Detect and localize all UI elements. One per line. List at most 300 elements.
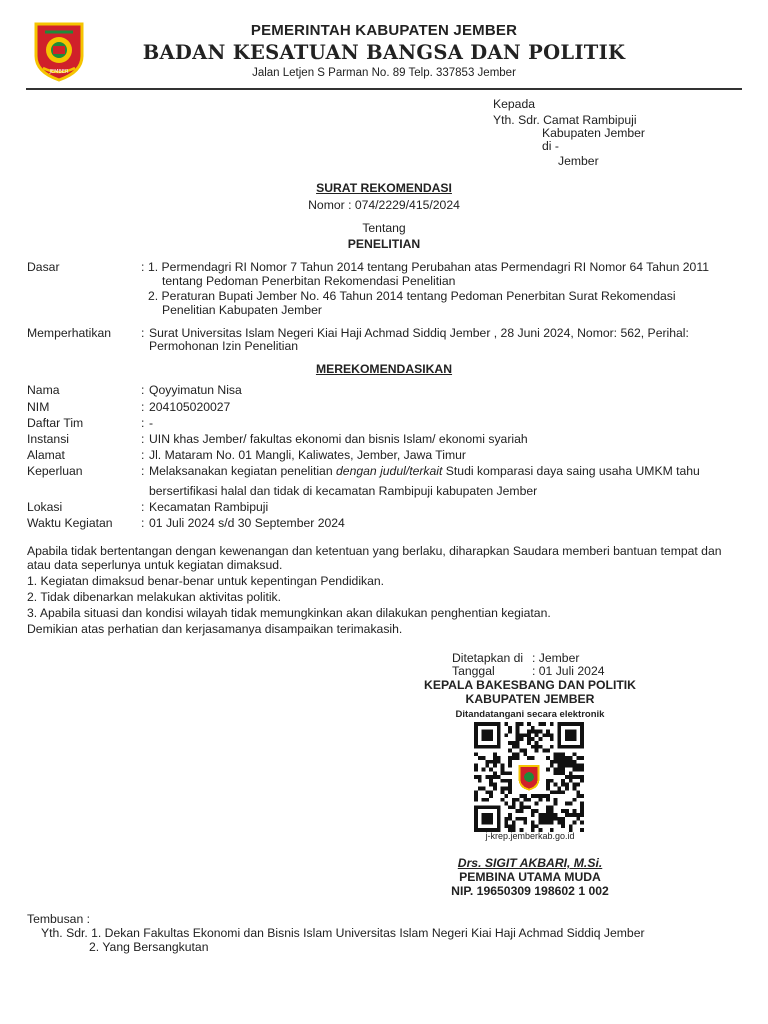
- qr-module: [557, 756, 561, 760]
- closing-p1-line2: atau data seperlunya untuk kegiatan dimaksud.: [27, 558, 283, 572]
- qr-module: [531, 794, 535, 798]
- instansi-colon: :: [141, 432, 145, 446]
- qr-module: [576, 813, 580, 817]
- qr-module: [489, 768, 493, 772]
- keperluan-colon: :: [141, 464, 145, 478]
- alamat-value: Jl. Mataram No. 01 Mangli, Kaliwates, Jember, Jawa Timur: [149, 448, 466, 462]
- qr-module: [520, 809, 524, 813]
- qr-module: [523, 798, 527, 802]
- qr-module: [497, 775, 501, 779]
- qr-module: [569, 779, 573, 783]
- qr-module: [565, 783, 569, 787]
- qr-module: [550, 779, 554, 783]
- qr-module: [569, 775, 573, 779]
- qr-module: [485, 798, 489, 802]
- agency-name: BADAN KESATUAN BANGSA DAN POLITIK: [142, 41, 626, 64]
- signer-rank: PEMBINA UTAMA MUDA: [459, 870, 601, 884]
- qr-module: [482, 786, 486, 790]
- qr-module: [565, 809, 569, 813]
- qr-module: [576, 775, 580, 779]
- qr-module: [531, 726, 535, 730]
- qr-module: [550, 745, 554, 749]
- lokasi-value: Kecamatan Rambipuji: [149, 500, 269, 514]
- qr-module: [504, 786, 508, 790]
- qr-module: [474, 775, 478, 779]
- qr-module: [576, 790, 580, 794]
- qr-module: [546, 749, 550, 753]
- qr-module: [512, 821, 516, 825]
- qr-module: [546, 768, 550, 772]
- qr-module: [520, 749, 524, 753]
- qr-module: [512, 824, 516, 828]
- qr-module: [557, 821, 561, 825]
- keperluan-label: Keperluan: [27, 464, 83, 478]
- qr-module: [573, 813, 577, 817]
- qr-module: [523, 749, 527, 753]
- qr-module: [561, 768, 565, 772]
- nama-label: Nama: [27, 383, 60, 397]
- qr-module: [542, 821, 546, 825]
- qr-module: [538, 722, 542, 726]
- closing-n2: 2. Tidak dibenarkan melakukan aktivitas politik.: [27, 590, 282, 604]
- qr-module: [546, 813, 550, 817]
- qr-module: [580, 775, 584, 779]
- qr-module: [554, 760, 558, 764]
- qr-module: [485, 764, 489, 768]
- qr-module: [527, 733, 531, 737]
- nim-colon: :: [141, 400, 145, 414]
- qr-module: [554, 752, 558, 756]
- esign-note: Ditandatangani secara elektronik: [455, 709, 605, 720]
- qr-module: [508, 779, 512, 783]
- qr-module: [489, 790, 493, 794]
- qr-module: [557, 771, 561, 775]
- qr-module: [508, 726, 512, 730]
- qr-module: [512, 805, 516, 809]
- qr-module: [485, 775, 489, 779]
- qr-module: [576, 794, 580, 798]
- letter-number: Nomor : 074/2229/415/2024: [308, 198, 460, 212]
- qr-module: [523, 752, 527, 756]
- nama-value: Qoyyimatun Nisa: [149, 383, 242, 397]
- nim-label: NIM: [27, 400, 50, 414]
- qr-module: [516, 741, 520, 745]
- tim-colon: :: [141, 416, 145, 430]
- qr-module: [573, 768, 577, 772]
- dasar-colon: :: [141, 260, 145, 274]
- recommend-heading: MEREKOMENDASIKAN: [315, 362, 453, 376]
- qr-module: [542, 817, 546, 821]
- qr-module: [520, 802, 524, 806]
- qr-module: [565, 775, 569, 779]
- qr-module: [504, 802, 508, 806]
- tembusan-label: Tembusan :: [27, 912, 91, 926]
- qr-module: [538, 798, 542, 802]
- qr-module: [580, 768, 584, 772]
- keperluan-line2: bersertifikasi halal dan tidak di kecamatan Rambipuji kabupaten Jember: [149, 484, 538, 498]
- recipient-line2: Kabupaten Jember: [542, 126, 645, 140]
- qr-module: [573, 798, 577, 802]
- qr-module: [550, 737, 554, 741]
- qr-module: [535, 745, 539, 749]
- memperhatikan-line2: Permohonan Izin Penelitian: [149, 339, 299, 353]
- qr-module: [554, 783, 558, 787]
- qr-module: [508, 756, 512, 760]
- signer-title1: KEPALA BAKESBANG DAN POLITIK: [424, 678, 636, 692]
- qr-module: [573, 760, 577, 764]
- qr-module: [489, 794, 493, 798]
- qr-module: [576, 756, 580, 760]
- qr-module: [573, 821, 577, 825]
- qr-module: [501, 771, 505, 775]
- memperhatikan-colon: :: [141, 326, 145, 340]
- qr-module: [520, 817, 524, 821]
- qr-module: [531, 813, 535, 817]
- qr-module: [516, 733, 520, 737]
- qr-module: [474, 752, 478, 756]
- qr-module: [580, 809, 584, 813]
- qr-module: [478, 779, 482, 783]
- lokasi-colon: :: [141, 500, 145, 514]
- signer-name: Drs. SIGIT AKBARI, M.Si.: [457, 856, 603, 870]
- qr-module: [504, 794, 508, 798]
- qr-module: [504, 821, 508, 825]
- qr-module: [561, 771, 565, 775]
- qr-module: [512, 802, 516, 806]
- qr-module: [508, 760, 512, 764]
- qr-module: [538, 821, 542, 825]
- qr-module: [523, 821, 527, 825]
- qr-module: [573, 764, 577, 768]
- qr-module: [516, 737, 520, 741]
- qr-module: [557, 760, 561, 764]
- qr-module: [557, 790, 561, 794]
- qr-module: [538, 794, 542, 798]
- qr-module: [576, 768, 580, 772]
- instansi-label: Instansi: [27, 432, 70, 446]
- qr-module: [501, 779, 505, 783]
- qr-module: [580, 813, 584, 817]
- dasar-item1-line2: tentang Pedoman Penerbitan Rekomendasi Penelitian: [162, 274, 456, 288]
- qr-module: [550, 817, 554, 821]
- qr-module: [538, 737, 542, 741]
- qr-module: [478, 775, 482, 779]
- qr-module: [573, 752, 577, 756]
- qr-module: [542, 749, 546, 753]
- dasar-item2-line1: 2. Peraturan Bupati Jember No. 46 Tahun 2014 tentang Pedoman Penerbitan Surat Rekomendasi: [148, 289, 676, 303]
- qr-module: [561, 817, 565, 821]
- qr-module: [501, 798, 505, 802]
- qr-module: [523, 794, 527, 798]
- qr-module: [508, 764, 512, 768]
- letter-title: SURAT REKOMENDASI: [316, 181, 452, 195]
- qr-module: [580, 764, 584, 768]
- qr-module: [474, 790, 478, 794]
- qr-module: [501, 790, 505, 794]
- qr-module: [550, 722, 554, 726]
- qr-module: [504, 779, 508, 783]
- qr-module: [520, 805, 524, 809]
- qr-module: [527, 730, 531, 734]
- nim-value: 204105020027: [149, 400, 231, 414]
- keperluan-italic: dengan judul/terkait: [336, 464, 443, 478]
- qr-module: [501, 768, 505, 772]
- qr-module: [523, 805, 527, 809]
- instansi-value: UIN khas Jember/ fakultas ekonomi dan bisnis Islam/ ekonomi syariah: [149, 432, 528, 446]
- qr-module: [474, 768, 478, 772]
- qr-module: [546, 779, 550, 783]
- qr-module: [501, 764, 505, 768]
- qr-module: [561, 824, 565, 828]
- qr-module: [542, 813, 546, 817]
- qr-module: [546, 733, 550, 737]
- qr-module: [512, 752, 516, 756]
- tim-label: Daftar Tim: [27, 416, 84, 430]
- keperluan-post: Studi komparasi daya saing usaha UMKM tahu: [442, 464, 700, 478]
- closing-thanks: Demikian atas perhatian dan kerjasamanya disampaikan terimakasih.: [27, 622, 403, 636]
- closing-p1-line1: Apabila tidak bertentangan dengan kewenangan dan ketentuan yang berlaku, diharapkan Saudara memberi bantuan tempat dan: [27, 544, 722, 558]
- closing-n1: 1. Kegiatan dimaksud benar-benar untuk kepentingan Pendidikan.: [27, 574, 385, 588]
- qr-module: [569, 760, 573, 764]
- qr-module: [516, 817, 520, 821]
- lokasi-label: Lokasi: [27, 500, 63, 514]
- qr-module: [508, 817, 512, 821]
- recipient-kepada: Kepada: [493, 97, 536, 111]
- qr-module: [497, 760, 501, 764]
- qr-module: [520, 737, 524, 741]
- qr-module: [565, 760, 569, 764]
- qr-module: [527, 798, 531, 802]
- qr-module: [485, 790, 489, 794]
- keperluan-pre: Melaksanakan kegiatan penelitian: [149, 464, 337, 478]
- qr-module: [493, 760, 497, 764]
- qr-module: [580, 779, 584, 783]
- qr-module: [531, 745, 535, 749]
- qr-module: [508, 805, 512, 809]
- qr-module: [508, 790, 512, 794]
- qr-module: [557, 764, 561, 768]
- memperhatikan-label: Memperhatikan: [27, 326, 111, 340]
- qr-module: [516, 752, 520, 756]
- qr-module: [485, 760, 489, 764]
- waktu-colon: :: [141, 516, 145, 530]
- tanggal-value: : 01 Juli 2024: [532, 664, 605, 678]
- qr-module: [535, 809, 539, 813]
- qr-module: [531, 756, 535, 760]
- qr-module: [554, 798, 558, 802]
- qr-module: [531, 824, 535, 828]
- qr-module: [508, 730, 512, 734]
- qr-module: [493, 764, 497, 768]
- qr-module: [580, 756, 584, 760]
- qr-module: [508, 749, 512, 753]
- alamat-label: Alamat: [27, 448, 65, 462]
- qr-module: [531, 737, 535, 741]
- qr-module: [535, 733, 539, 737]
- qr-module: [527, 737, 531, 741]
- tanggal-label: Tanggal: [452, 664, 495, 678]
- qr-module: [557, 768, 561, 772]
- qr-module: [569, 824, 573, 828]
- qr-module: [516, 809, 520, 813]
- qr-module: [535, 730, 539, 734]
- qr-module: [504, 817, 508, 821]
- svg-text:JEMBER: JEMBER: [49, 69, 69, 75]
- qr-module: [512, 798, 516, 802]
- qr-module: [576, 817, 580, 821]
- nama-colon: :: [141, 383, 145, 397]
- qr-module: [546, 805, 550, 809]
- qr-module: [531, 821, 535, 825]
- qr-module: [497, 756, 501, 760]
- qr-module: [546, 730, 550, 734]
- qr-module: [576, 783, 580, 787]
- qr-module: [546, 756, 550, 760]
- qr-module: [482, 768, 486, 772]
- qr-module: [512, 741, 516, 745]
- qr-module: [554, 802, 558, 806]
- qr-module: [554, 768, 558, 772]
- qr-module: [569, 813, 573, 817]
- qr-module: [508, 741, 512, 745]
- qr-module: [482, 756, 486, 760]
- qr-module: [538, 817, 542, 821]
- qr-module: [561, 756, 565, 760]
- qr-module: [535, 749, 539, 753]
- waktu-label: Waktu Kegiatan: [27, 516, 113, 530]
- qr-module: [542, 722, 546, 726]
- qr-module: [573, 775, 577, 779]
- qr-module: [550, 733, 554, 737]
- qr-module: [504, 824, 508, 828]
- ditetapkan-value: : Jember: [532, 651, 580, 665]
- qr-url: j-krep.jemberkab.go.id: [485, 831, 575, 841]
- qr-module: [538, 745, 542, 749]
- qr-module: [550, 760, 554, 764]
- qr-module: [489, 760, 493, 764]
- qr-module: [493, 786, 497, 790]
- qr-module: [482, 798, 486, 802]
- qr-module: [489, 775, 493, 779]
- qr-module: [504, 722, 508, 726]
- qr-module: [550, 764, 554, 768]
- qr-module: [550, 821, 554, 825]
- qr-module: [550, 809, 554, 813]
- tim-value: -: [149, 416, 154, 430]
- qr-module: [493, 783, 497, 787]
- qr-module: [508, 824, 512, 828]
- signer-nip: NIP. 19650309 198602 1 002: [451, 884, 609, 898]
- qr-module: [565, 813, 569, 817]
- qr-module: [478, 756, 482, 760]
- qr-module: [538, 813, 542, 817]
- recipient-line1: Yth. Sdr. Camat Rambipuji: [493, 113, 637, 127]
- qr-module: [531, 809, 535, 813]
- qr-module: [542, 733, 546, 737]
- qr-module: [508, 786, 512, 790]
- tembusan-line2: 2. Yang Bersangkutan: [89, 940, 209, 954]
- qr-module: [569, 771, 573, 775]
- ditetapkan-label: Ditetapkan di: [452, 651, 524, 665]
- qr-module: [520, 733, 524, 737]
- qr-module: [561, 821, 565, 825]
- qr-module: [520, 794, 524, 798]
- qr-module: [565, 764, 569, 768]
- qr-module: [554, 790, 558, 794]
- qr-module: [535, 741, 539, 745]
- qr-module: [573, 783, 577, 787]
- qr-module: [489, 783, 493, 787]
- recipient-line3: di -: [542, 139, 559, 153]
- letter-tentang: Tentang: [362, 221, 406, 235]
- qr-module: [474, 798, 478, 802]
- qr-module: [550, 805, 554, 809]
- qr-module: [569, 802, 573, 806]
- qr-module: [535, 824, 539, 828]
- qr-module: [531, 730, 535, 734]
- qr-module: [535, 802, 539, 806]
- qr-module: [546, 809, 550, 813]
- qr-module: [561, 809, 565, 813]
- qr-module: [474, 794, 478, 798]
- dasar-label: Dasar: [27, 260, 60, 274]
- qr-module: [546, 817, 550, 821]
- qr-module: [561, 783, 565, 787]
- tembusan-line1: Yth. Sdr. 1. Dekan Fakultas Ekonomi dan Bisnis Islam Universitas Islam Negeri Kiai Haji Achmad Siddiq Jember: [41, 926, 645, 940]
- waktu-value: 01 Juli 2024 s/d 30 September 2024: [149, 516, 345, 530]
- qr-module: [580, 821, 584, 825]
- qr-module: [554, 813, 558, 817]
- agency-address: Jalan Letjen S Parman No. 89 Telp. 337853 Jember: [252, 67, 516, 79]
- qr-module: [565, 756, 569, 760]
- qr-module: [516, 730, 520, 734]
- qr-module: [508, 813, 512, 817]
- qr-module: [561, 790, 565, 794]
- qr-module: [554, 771, 558, 775]
- qr-module: [508, 771, 512, 775]
- signer-title2: KABUPATEN JEMBER: [465, 692, 595, 706]
- header-divider: [26, 88, 742, 90]
- qr-module: [535, 794, 539, 798]
- qr-module: [516, 745, 520, 749]
- qr-module: [580, 802, 584, 806]
- qr-module: [546, 798, 550, 802]
- qr-module: [493, 775, 497, 779]
- qr-module: [493, 756, 497, 760]
- qr-module: [557, 786, 561, 790]
- closing-n3: 3. Apabila situasi dan kondisi wilayah tidak memungkinkan akan dilakukan penghentian kegiatan.: [27, 606, 551, 620]
- qr-module: [569, 764, 573, 768]
- dasar-item1-line1: 1. Permendagri RI Nomor 7 Tahun 2014 tentang Perubahan atas Permendagri RI Nomor 64 Tahun 2011: [148, 260, 709, 274]
- qr-module: [512, 745, 516, 749]
- qr-module: [546, 786, 550, 790]
- qr-module: [546, 783, 550, 787]
- qr-module: [501, 786, 505, 790]
- qr-module: [474, 764, 478, 768]
- letter-subject: PENELITIAN: [347, 237, 421, 251]
- qr-module: [527, 756, 531, 760]
- qr-module: [504, 771, 508, 775]
- qr-module: [550, 813, 554, 817]
- qr-module: [516, 756, 520, 760]
- qr-module: [550, 790, 554, 794]
- qr-module: [538, 730, 542, 734]
- recipient-line4: Jember: [558, 154, 599, 168]
- qr-module: [508, 783, 512, 787]
- qr-module: [573, 786, 577, 790]
- qr-module: [516, 726, 520, 730]
- qr-module: [561, 752, 565, 756]
